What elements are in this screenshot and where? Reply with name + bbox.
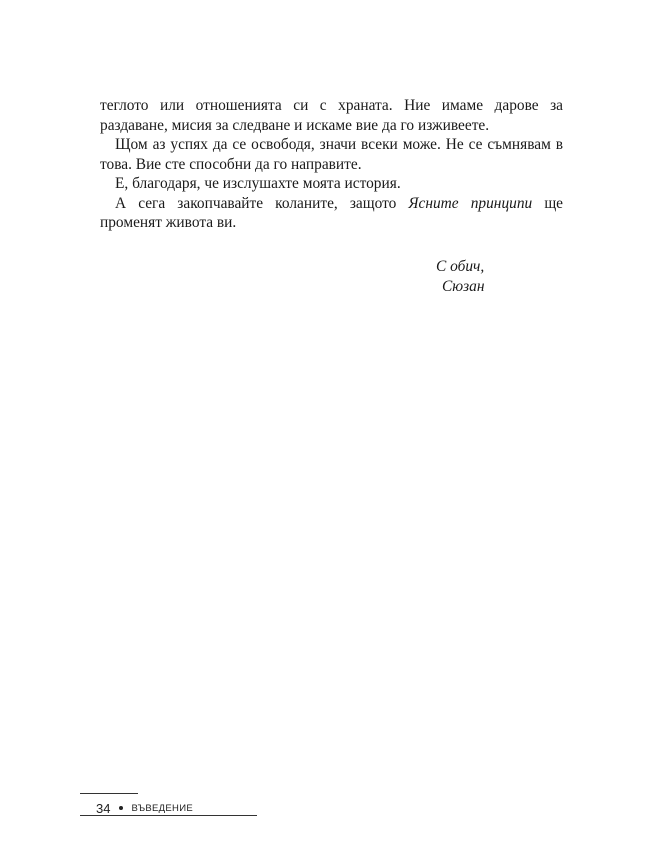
paragraph-text: Е, благодаря, че изслушахте моята история. <box>115 175 401 192</box>
paragraph-text: ще променят живота ви. <box>100 194 564 231</box>
section-name: ВЪВЕДЕНИЕ <box>131 802 193 814</box>
body-paragraph <box>100 174 563 194</box>
body-paragraph <box>100 194 563 233</box>
paragraph-text: А сега закопчавайте коланите, защото <box>115 194 409 212</box>
body-paragraph <box>100 135 563 174</box>
body-paragraph <box>100 96 563 135</box>
signature-name: Сюзан <box>442 277 485 295</box>
bullet-separator <box>119 806 123 810</box>
italic-text: Ясните принципи <box>408 194 533 212</box>
paragraph-text: теглото или отношенията си с храната. Ние имаме дарове за раздаване, мисия за следване и искаме вие да го изживеете. <box>100 97 563 134</box>
signature-closing: С обич, <box>436 258 485 275</box>
body-text <box>100 96 563 233</box>
footer-rule-short <box>80 793 138 794</box>
footer-rule-long <box>80 815 257 816</box>
page-number: 34 <box>96 800 111 816</box>
signature-block <box>436 257 484 296</box>
paragraph-text: Щом аз успях да се освободя, значи всеки може. Не се съмнявам в това. Вие сте способни да го направите. <box>100 136 563 173</box>
